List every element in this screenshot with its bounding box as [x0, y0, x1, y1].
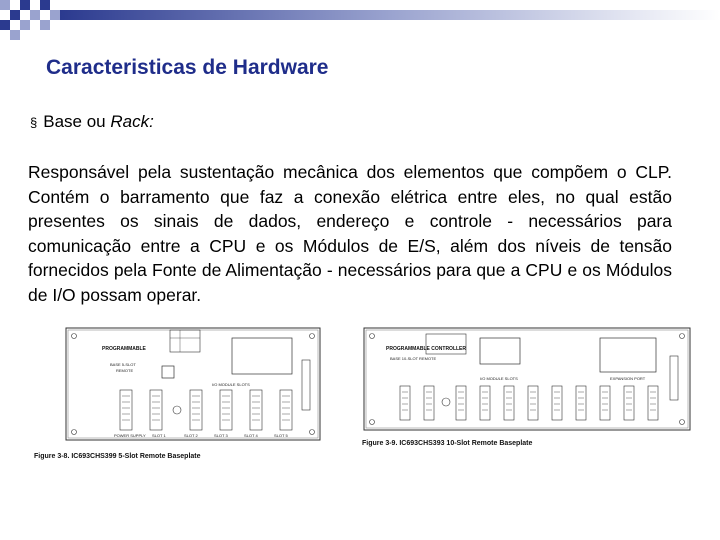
bullet-lead-italic: Rack:	[110, 112, 154, 131]
fig-left-slot-0: POWER SUPPLY	[114, 433, 146, 438]
fig-left-subheading2: REMOTE	[116, 368, 134, 373]
fig-right-heading: PROGRAMMABLE CONTROLLER	[386, 346, 466, 352]
bullet-marker: §	[30, 115, 38, 130]
fig-left-slot-5: SLOT 5	[274, 433, 288, 438]
fig-right-extra-label: EXPANSION PORT	[610, 376, 646, 381]
fig-left-io-label: I/O MODULE SLOTS	[212, 382, 250, 387]
fig-left-subheading: BASE 5-SLOT	[110, 362, 136, 367]
figure-right-caption: Figure 3-9. IC693CHS393 10-Slot Remote Baseplate	[362, 440, 533, 447]
fig-left-slot-3: SLOT 3	[214, 433, 228, 438]
figure-left-caption: Figure 3-8. IC693CHS399 5-Slot Remote Baseplate	[34, 453, 201, 460]
fig-left-slot-1: SLOT 1	[152, 433, 166, 438]
figure-10-slot-baseplate	[360, 326, 694, 434]
bullet-line	[30, 112, 154, 132]
fig-left-slot-4: SLOT 4	[244, 433, 258, 438]
fig-left-slot-2: SLOT 2	[184, 433, 198, 438]
bullet-lead: Base ou	[43, 112, 111, 131]
slide-title: Caracteristicas de Hardware	[46, 56, 329, 79]
fig-right-io-label: I/O MODULE SLOTS	[480, 376, 518, 381]
figure-5-slot-baseplate	[62, 326, 324, 444]
fig-left-heading: PROGRAMMABLE	[102, 346, 146, 352]
fig-right-subheading: BASE 10-SLOT REMOTE	[390, 356, 437, 361]
description-paragraph: Responsável pela sustentação mecânica dos elementos que compõem o CLP. Contém o barramento que faz a conexão elétrica entre eles, no qual estão presentes os sinais de dados, endereço e controle - necessários para comunicação entre a CPU e os Módulos de E/S, além dos níveis de tensão fornecidos pela Fonte de Alimentação - necessários para que a CPU e os Módulos de I/O possam operar.	[28, 162, 672, 305]
decorative-header-squares	[0, 0, 720, 40]
